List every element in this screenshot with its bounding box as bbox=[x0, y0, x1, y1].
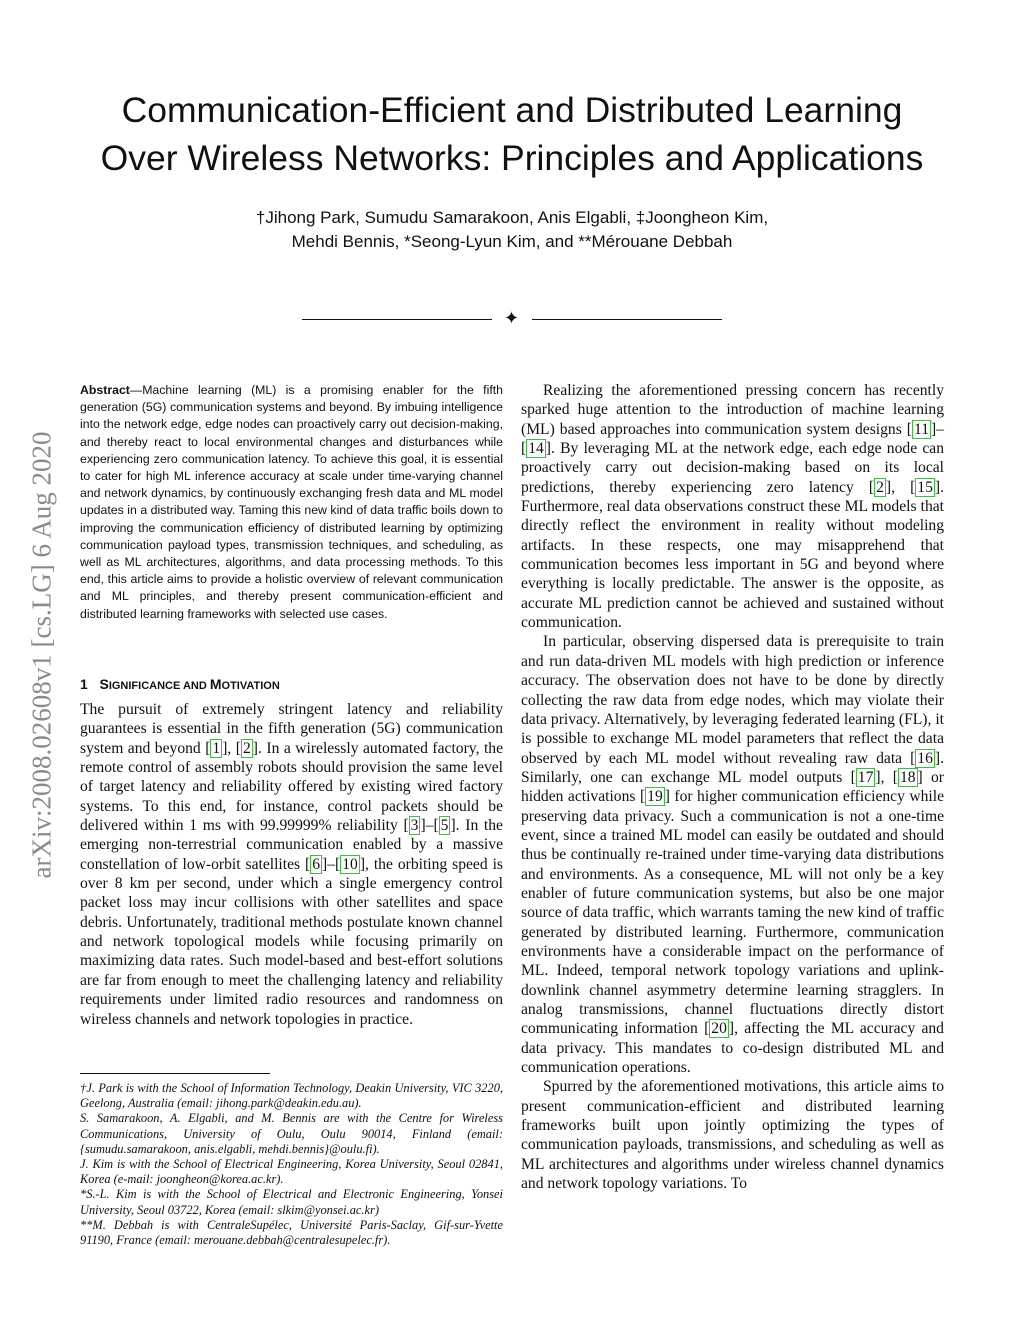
citation-link[interactable]: 2 bbox=[243, 739, 251, 757]
section-title-part: IGNIFICANCE AND bbox=[108, 680, 210, 692]
paragraph: The pursuit of extremely stringent latency and reliability guarantees is essential in the fifth generation (5G) communication system and beyond [ 1 ], [ 2 ]. In a wirelessly automated factory, the remote control of assembly robots should provision the same level of target latency and reliability offered by existing wired factory systems. To this end, for instance, control packets should be delivered within 1 ms with 99.99999% reliability [ 3 ]–[ 5 ]. In the emerging non-terrestrial communication enabled by a massive constellation of low-orbit satellites [ 6 ]–[ 10 ], the orbiting speed is over 8 km per second, under which a single emergency control packet loss may incur collisions with other satellites and space debris. Unfortunately, traditional methods postulate known channel and network topological models while focusing primarily on maximizing data rates. Such model-based and best-effort solutions are far from enough to meet the challenging latency and reliability requirements under limited radio resources and randomness on wireless channels and network topologies in practice. bbox=[80, 701, 504, 1028]
paper-title bbox=[0, 86, 1024, 182]
left-column-body bbox=[80, 700, 503, 1029]
citation-link[interactable]: 10 bbox=[342, 855, 358, 873]
citation-link[interactable]: 14 bbox=[528, 440, 544, 458]
citation-link[interactable]: 11 bbox=[913, 420, 929, 438]
citation-link[interactable]: 19 bbox=[647, 788, 663, 806]
citation-link[interactable]: 15 bbox=[917, 478, 933, 496]
divider-line bbox=[302, 319, 492, 320]
abstract-text: —Machine learning (ML) is a promising enabler for the fifth generation (5G) communication systems and beyond. By imbuing intelligence into the network edge, edge nodes can proactively carry out decision-making, and thereby react to local environmental changes and disturbances while experiencing zero communication latency. To achieve this goal, it is essential to cater for high ML inference accuracy at scale under time-varying channel and network dynamics, by continuously exchanging fresh data and ML model updates in a distributed way. Taming this new kind of data traffic boils down to improving the communication efficiency of distributed learning by optimizing communication payload types, transmission techniques, and scheduling, as well as ML architectures, algorithms, and data processing methods. To this end, this article aims to provide a holistic overview of relevant communication and ML principles, and thereby present communication-efficient and distributed learning frameworks with selected use cases. bbox=[80, 383, 503, 621]
title-line: Over Wireless Networks: Principles and Applications bbox=[100, 138, 924, 178]
title-line: Communication-Efficient and Distributed Learning bbox=[121, 90, 903, 130]
section-title-part: M bbox=[209, 676, 222, 692]
right-column-body bbox=[521, 381, 944, 1193]
paragraph: In particular, observing dispersed data is prerequisite to train and run data-driven ML models with high prediction or inference accuracy. The observation does not have to be done by directly collecting the raw data from edge nodes, which may violate their data privacy. Alternatively, by leveraging federated learning (FL), it is possible to exchange ML model parameters that reflect the data observed by each ML model without revealing raw data [ 16 ]. Similarly, one can exchange ML model outputs [ 17 ], [ 18 ] or hidden activations [ 19 ] for higher communication efficiency while preserving data privacy. Such a communication is not a one-time event, since a trained ML model can easily be outdated and should thus be continually re-trained under time-varying data distributions and environments. As a consequence, ML will not only be a key enabler of future communication systems, but also be one major source of data traffic, which warrants taming the new kind of traffic generated by distributed learning. Furthermore, communication environments have a considerable impact on the performance of ML. Indeed, temporal network topology variations and uplink-downlink channel asymmetry determine learning stragglers. In analog transmissions, channel fluctuations directly distort communicating information [ 20 ], affecting the ML accuracy and data privacy. This mandates to co-design distributed ML and communication operations. bbox=[521, 633, 944, 1077]
divider-line bbox=[532, 319, 722, 320]
diamond-star-icon: ✦ bbox=[504, 308, 520, 329]
authors-line: †Jihong Park, Sumudu Samarakoon, Anis Elgabli, ‡Joongheon Kim, bbox=[255, 208, 769, 227]
citation-link[interactable]: 17 bbox=[857, 768, 874, 786]
footnote: **M. Debbah is with CentraleSupélec, Université Paris-Saclay, Gif-sur-Yvette 91190, France (email: merouane.debbah@centralesupelec.fr). bbox=[80, 1217, 503, 1248]
footnote: J. Kim is with the School of Electrical Engineering, Korea University, Seoul 02841, Korea (e-mail: joongheon@korea.ac.kr). bbox=[80, 1157, 503, 1187]
abstract bbox=[80, 382, 503, 623]
citation-link[interactable]: 2 bbox=[876, 478, 884, 496]
citation-link[interactable]: 16 bbox=[917, 749, 933, 767]
section-title-part: S bbox=[99, 676, 109, 692]
citation-link[interactable]: 1 bbox=[212, 739, 221, 757]
footnote: S. Samarakoon, A. Elgabli, and M. Bennis are with the Centre for Wireless Communications, University of Oulu, Oulu 90014, Finland (email: {sumudu.samarakoon, anis.elgabli, mehdi.bennis}@oulu.fi). bbox=[80, 1111, 503, 1156]
citation-link[interactable]: 18 bbox=[899, 768, 916, 786]
footnotes bbox=[80, 1081, 503, 1248]
footnote: *S.-L. Kim is with the School of Electrical and Electronic Engineering, Yonsei University, Seoul 03722, Korea (email: slkim@yonsei.ac.kr) bbox=[80, 1187, 503, 1217]
authors bbox=[0, 206, 1024, 254]
citation-link[interactable]: 20 bbox=[711, 1020, 727, 1038]
section-number: 1 bbox=[80, 676, 88, 692]
paragraph: Realizing the aforementioned pressing concern has recently sparked huge attention to the introduction of machine learning (ML) based approaches into communication system designs [ 11 ]–[ 14 ]. By leveraging ML at the network edge, each edge node can proactively carry out decision-making based on its local predictions, thereby experiencing zero latency [ 2 ], [ 15 ]. Furthermore, real data observations construct these ML models that directly reflect the environment in reality without modeling artifacts. In these respects, one may misapprehend that communication becomes less important in 5G and beyond where everything is locally predictable. The answer is the opposite, as accurate ML prediction cannot be achieved and sustained without communication. bbox=[521, 382, 944, 632]
authors-line: Mehdi Bennis, *Seong-Lyun Kim, and **Mérouane Debbah bbox=[291, 232, 733, 251]
arxiv-identifier[interactable]: arXiv:2008.02608v1 [cs.LG] 6 Aug 2020 bbox=[26, 431, 57, 879]
footnote: †J. Park is with the School of Information Technology, Deakin University, VIC 3220, Geelong, Australia (email: jihong.park@deakin.edu.au). bbox=[80, 1081, 503, 1111]
section-divider bbox=[302, 309, 722, 331]
section-heading bbox=[80, 676, 280, 692]
citation-link[interactable]: 6 bbox=[312, 855, 321, 873]
abstract-label: Abstract bbox=[80, 383, 130, 397]
citation-link[interactable]: 3 bbox=[410, 817, 419, 835]
footnote-rule bbox=[80, 1073, 270, 1074]
paragraph: Spurred by the aforementioned motivations, this article aims to present communication-efficient and distributed learning frameworks built upon jointly optimizing the types of communication payloads, transmissions, and scheduling as well as ML architectures and algorithms under wireless channel dynamics and network topology variations. To bbox=[521, 1078, 944, 1193]
citation-link[interactable]: 5 bbox=[440, 817, 449, 835]
section-title-part: OTIVATION bbox=[221, 680, 280, 692]
